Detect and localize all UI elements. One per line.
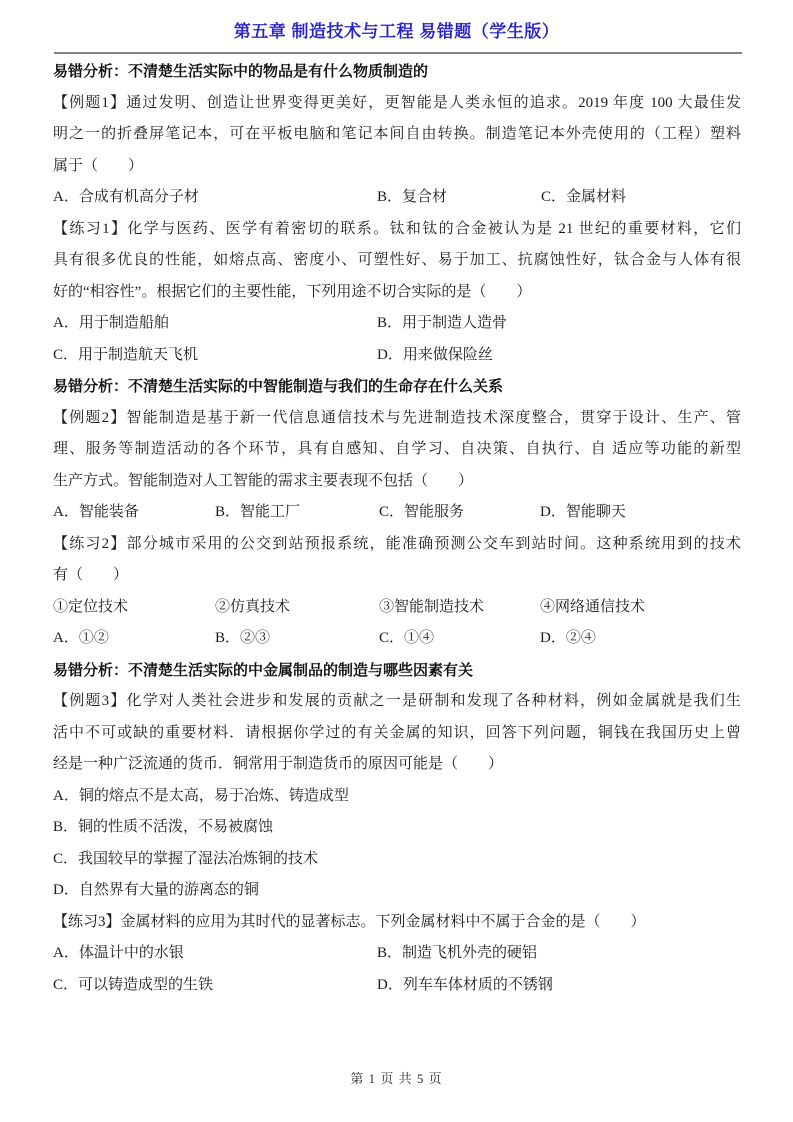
example-3-option-c: C．我国较早的掌握了湿法冶炼铜的技术 [53, 850, 319, 867]
practice-2-options-row [53, 623, 741, 655]
page-title: 第五章 制造技术与工程 易错题（学生版） [233, 22, 560, 41]
practice-1-line-2: 具有很多优良的性能，如熔点高、密度小、可塑性好、易于加工、抗腐蚀性好，钛合金与人体有很 [53, 252, 741, 268]
example-3-line-1: 【例题3】化学对人类社会进步和发展的贡献之一是研制和发现了各种材料，例如金属就是我们生 [53, 693, 741, 709]
practice-2-line-2: 有（ ） [53, 567, 129, 583]
example-1-option-c: C．金属材料 [541, 189, 627, 205]
example-3-line-3: 经是一种广泛流通的货币．铜常用于制造货币的原因可能是（ ） [53, 756, 504, 772]
practice-1-option-a: A．用于制造船舶 [53, 315, 169, 331]
example-3-option-b: B．铜的性质不活泼，不易被腐蚀 [53, 819, 274, 835]
practice-2-item-3: ③智能制造技术 [379, 598, 485, 615]
practice-3-option-d: D．列车车体材质的不锈钢 [377, 976, 553, 993]
example-2-option-b: B．智能工厂 [215, 504, 301, 520]
practice-3-options-row-1 [53, 938, 741, 970]
practice-1-options-row-1 [53, 308, 741, 340]
practice-2-item-1: ①定位技术 [53, 598, 129, 615]
page-number-footer: 第 1 页 共 5 页 [350, 1071, 443, 1086]
example-1-line-2: 明之一的折叠屏笔记本，可在平板电脑和笔记本间自由转换。制造笔记本外壳使用的（工程）塑料 [53, 126, 741, 142]
practice-1-option-d: D．用来做保险丝 [377, 346, 493, 363]
practice-1-option-c: C．用于制造航天飞机 [53, 346, 199, 363]
document-body [0, 54, 793, 1001]
example-1-options-row [53, 182, 741, 214]
practice-2-option-c: C．①④ [379, 630, 435, 646]
example-3-option-d: D．自然界有大量的游离态的铜 [53, 882, 259, 898]
practice-1-option-b: B．用于制造人造骨 [377, 315, 508, 331]
example-1-option-a: A．合成有机高分子材 [53, 189, 199, 205]
practice-3-option-c: C．可以铸造成型的生铁 [53, 976, 214, 993]
example-2-options-row [53, 497, 741, 529]
practice-3-options-row-2 [53, 970, 741, 1002]
practice-1-line-3: 好的“相容性”。根据它们的主要性能，下列用途不切合实际的是（ ） [53, 283, 532, 300]
example-1-line-3: 属于（ ） [53, 157, 144, 174]
example-2-line-1: 【例题2】智能制造是基于新一代信息通信技术与先进制造技术深度整合，贯穿于设计、生产、管 [53, 409, 741, 426]
practice-2-item-4: ④网络通信技术 [540, 598, 646, 615]
practice-2-line-1: 【练习2】部分城市采用的公交到站预报系统，能准确预测公交车到站时间。这种系统用到的技术 [53, 535, 741, 552]
example-2-line-2: 理、服务等制造活动的各个环节，具有自感知、自学习、自决策、自执行、自 适应等功能的新型 [53, 441, 741, 457]
practice-2-option-b: B．②③ [215, 630, 271, 646]
example-2-option-a: A．智能装备 [53, 504, 139, 520]
practice-2-item-2: ②仿真技术 [215, 598, 291, 615]
section-1-heading: 易错分析：不清楚生活实际中的物品是有什么物质制造的 [53, 63, 429, 80]
example-2-option-d: D．智能聊天 [540, 504, 626, 520]
practice-1-line-1: 【练习1】化学与医药、医学有着密切的联系。钛和钛的合金被认为是 21 世纪的重要材料，它们 [53, 220, 741, 237]
practice-3-option-a: A．体温计中的水银 [53, 945, 184, 961]
example-2-option-c: C．智能服务 [379, 504, 465, 520]
example-3-option-a: A．铜的熔点不是太高，易于冶炼、铸造成型 [53, 787, 349, 804]
example-1-line-1: 【例题1】通过发明、创造让世界变得更美好，更智能是人类永恒的追求。2019 年度 100 大最佳发 [53, 94, 741, 111]
practice-1-options-row-2 [53, 340, 741, 372]
practice-2-option-a: A．①② [53, 630, 109, 646]
practice-3-line-1: 【练习3】金属材料的应用为其时代的显著标志。下列金属材料中不属于合金的是（ ） [53, 913, 646, 930]
practice-2-option-d: D．②④ [540, 630, 596, 646]
section-2-heading: 易错分析：不清楚生活实际的中智能制造与我们的生命存在什么关系 [53, 378, 504, 395]
practice-3-option-b: B．制造飞机外壳的硬铝 [377, 945, 538, 961]
section-3-heading: 易错分析：不清楚生活实际的中金属制品的制造与哪些因素有关 [53, 661, 474, 679]
example-3-line-2: 活中不可或缺的重要材料．请根据你学过的有关金属的知识，回答下列问题，铜钱在我国历史上曾 [53, 724, 741, 741]
practice-2-items-row [53, 592, 741, 624]
example-2-line-3: 生产方式。智能制造对人工智能的需求主要表现不包括（ ） [53, 472, 474, 489]
example-1-option-b: B．复合材 [377, 189, 448, 205]
